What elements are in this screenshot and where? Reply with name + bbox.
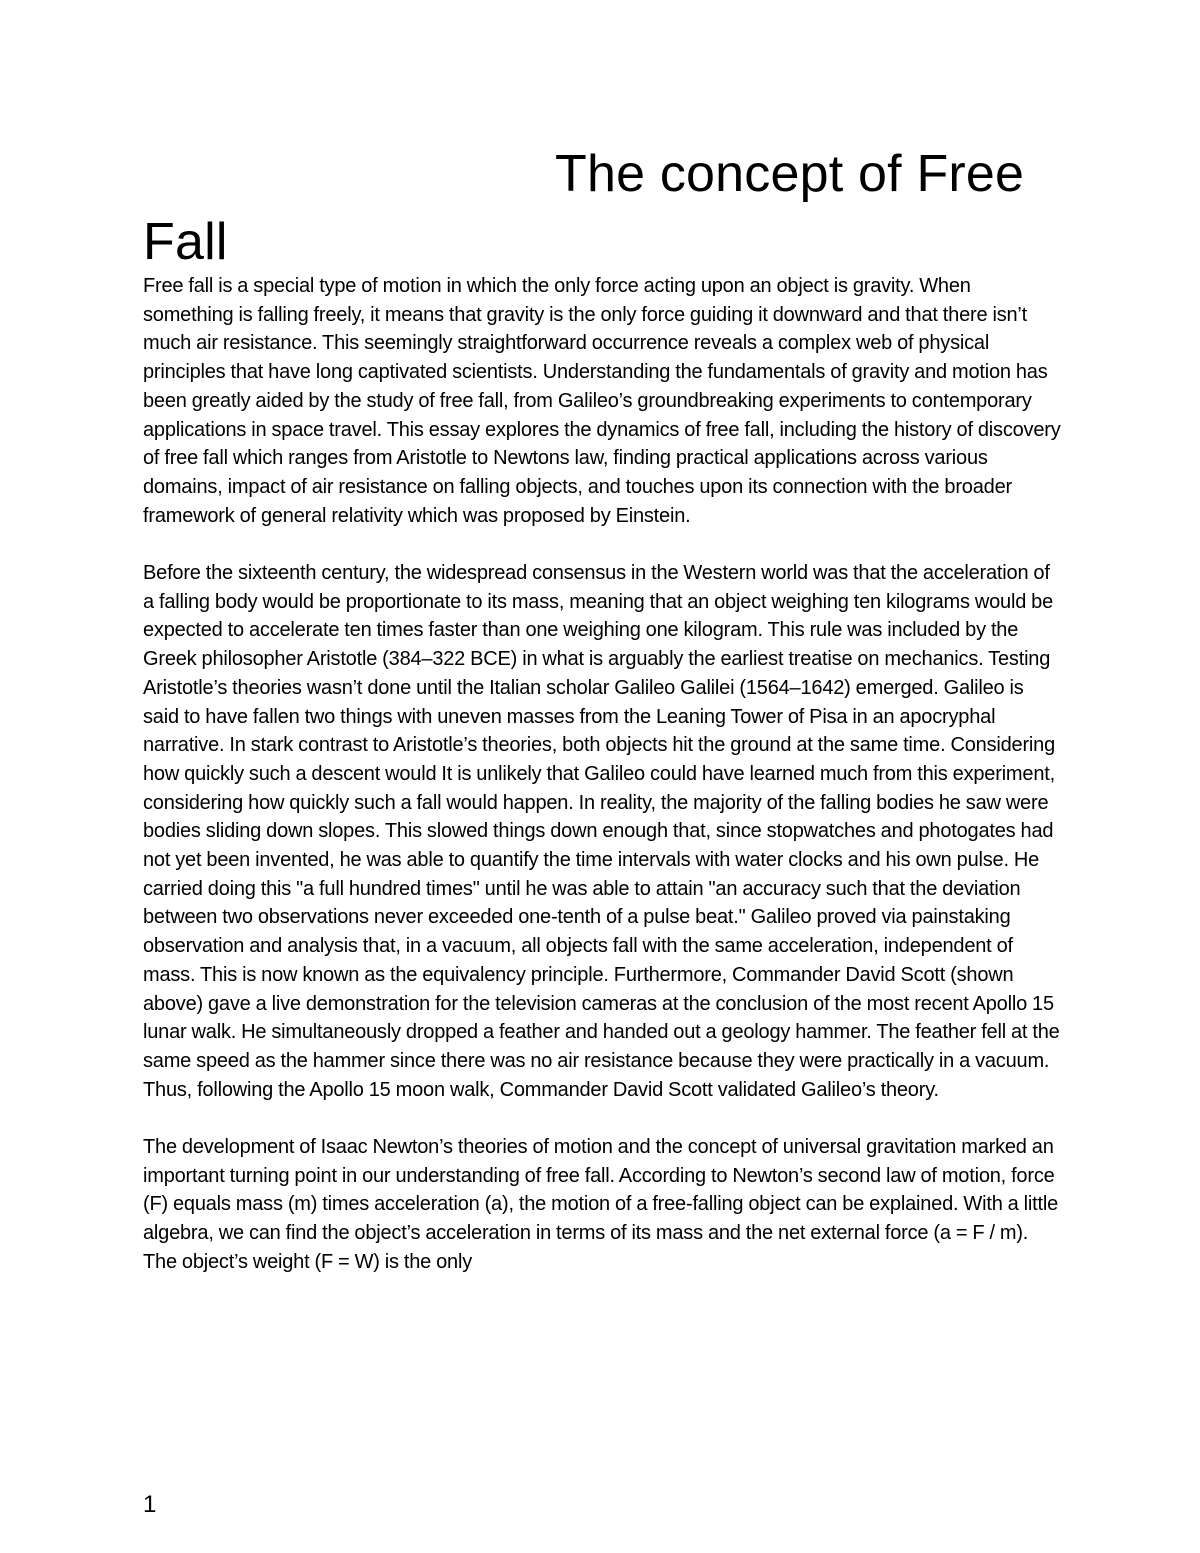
paragraph-introduction: Free fall is a special type of motion in which the only force acting upon an object is gravity. When something is falling freely, it means that gravity is the only force guiding it downward and that there isn’t much air resistance. This seemingly straightforward occurrence reveals a complex web of physical principles that have long captivated scientists. Understanding the fundamentals of gravity and motion has been greatly aided by the study of free fall, from Galileo’s groundbreaking experiments to contemporary applications in space travel. This essay explores the dynamics of free fall, including the history of discovery of free fall which ranges from Aristotle to Newtons law, finding practical applications across various domains, impact of air resistance on falling objects, and touches upon its connection with the broader framework of general relativity which was proposed by Einstein. bbox=[143, 275, 1061, 527]
page-number: 1 bbox=[143, 1491, 157, 1518]
document-title: The concept of Free Fall bbox=[143, 145, 1025, 271]
document-body bbox=[143, 272, 1061, 1305]
paragraph-history: Before the sixteenth century, the widespread consensus in the Western world was that the acceleration of a falling body would be proportionate to its mass, meaning that an object weighing ten kilograms would be expected to accelerate ten times faster than one weighing one kilogram. This rule was included by the Greek philosopher Aristotle (384–322 BCE) in what is arguably the earliest treatise on mechanics. Testing Aristotle’s theories wasn’t done until the Italian scholar Galileo Galilei (1564–1642) emerged. Galileo is said to have fallen two things with uneven masses from the Leaning Tower of Pisa in an apocryphal narrative. In stark contrast to Aristotle’s theories, both objects hit the ground at the same time. Considering how quickly such a descent would It is unlikely that Galileo could have learned much from this experiment, considering how quickly such a fall would happen. In reality, the majority of the falling bodies he saw were bodies sliding down slopes. This slowed things down enough that, since stopwatches and photogates had not yet been invented, he was able to quantify the time intervals with water clocks and his own pulse. He carried doing this "a full hundred times" until he was able to attain "an accuracy such that the deviation between two observations never exceeded one-tenth of a pulse beat." Galileo proved via painstaking observation and analysis that, in a vacuum, all objects fall with the same acceleration, independent of mass. This is now known as the equivalency principle. Furthermore, Commander David Scott (shown above) gave a live demonstration for the television cameras at the conclusion of the most recent Apollo 15 lunar walk. He simultaneously dropped a feather and handed out a geology hammer. The feather fell at the same speed as the hammer since there was no air resistance because they were practically in a vacuum. Thus, following the Apollo 15 moon walk, Commander David Scott validated Galileo’s theory. bbox=[143, 562, 1060, 1101]
paragraph-newton: The development of Isaac Newton’s theories of motion and the concept of universal gravitation marked an important turning point in our understanding of free fall. According to Newton’s second law of motion, force (F) equals mass (m) times acceleration (a), the motion of a free-falling object can be explained. With a little algebra, we can find the object’s acceleration in terms of its mass and the net external force (a = F / m). The object’s weight (F = W) is the only bbox=[143, 1136, 1059, 1273]
